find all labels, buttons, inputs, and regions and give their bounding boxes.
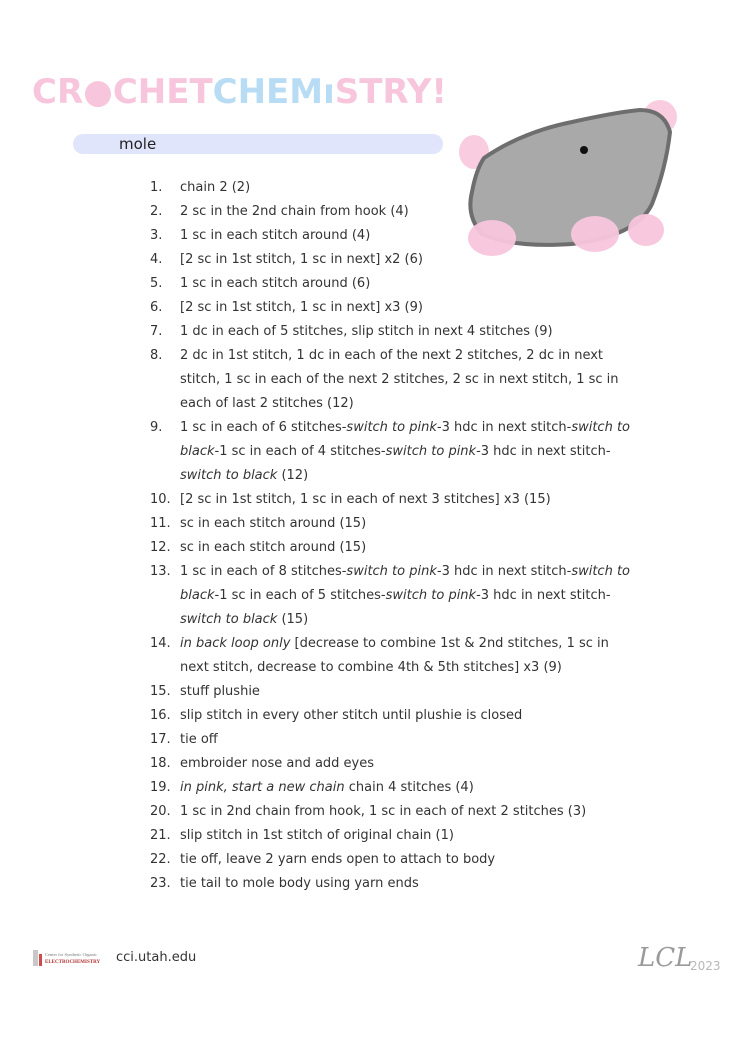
step-number: 19. [150,780,171,795]
pattern-title-bar [73,134,443,154]
step-text: 2 sc in the 2nd chain from hook (4) [180,204,409,219]
signature-initials: LCL [638,943,693,973]
step-item [150,776,630,800]
step-number: 3. [150,228,163,243]
step-text-segment: (12) [277,468,309,483]
step-number: 20. [150,804,171,819]
step-number: 9. [150,420,163,435]
step-number: 1. [150,180,163,195]
step-text: 2 dc in 1st stitch, 1 dc in each of the next 2 stitches, 2 dc in next stitch, 1 sc in each of the next 2 stitches, 2 sc in next stitch, 1 sc in each of last 2 stitches (12) [180,348,619,411]
step-item [150,176,630,200]
step-item [150,728,630,752]
step-item [150,488,630,512]
step-text-segment: (15) [277,612,309,627]
step-text-segment: -1 sc in each of 4 stitches- [214,444,386,459]
step-item [150,536,630,560]
step-text-segment: -1 sc in each of 5 stitches- [214,588,386,603]
step-text: sc in each stitch around (15) [180,540,367,555]
step-number: 8. [150,348,163,363]
step-text: 1 sc in each stitch around (4) [180,228,371,243]
step-text-segment: 1 sc in each of 8 stitches- [180,564,347,579]
step-text: 1 sc in 2nd chain from hook, 1 sc in each of next 2 stitches (3) [180,804,587,819]
step-text: embroider nose and add eyes [180,756,375,771]
step-item [150,200,630,224]
step-number: 18. [150,756,171,771]
step-text-segment: -3 hdc in next stitch- [476,588,611,603]
step-item [150,632,630,680]
step-text: slip stitch in 1st stitch of original chain (1) [180,828,454,843]
step-text [180,780,474,795]
step-text-italic: in back loop only [180,636,291,651]
step-text: tie off, leave 2 yarn ends open to attach to body [180,852,496,867]
yarn-ball-icon: ● [83,72,113,112]
step-text-italic: switch to black [180,468,278,483]
ccso-logo-line1: Center for Synthetic Organic [45,952,98,957]
step-text: 1 sc in each stitch around (6) [180,276,371,291]
step-text-italic: switch to pink [385,588,477,603]
step-item [150,680,630,704]
signature-year: 2023 [690,959,721,973]
step-text-italic: in pink, start a new chain [180,780,345,795]
step-number: 23. [150,876,171,891]
step-number: 14. [150,636,171,651]
step-number: 21. [150,828,171,843]
footer-url-link[interactable]: cci.utah.edu [116,950,197,965]
step-text-italic: switch to black [180,420,630,459]
step-text-italic: switch to pink [346,564,437,579]
step-number: 12. [150,540,171,555]
step-text-segment: chain 4 stitches (4) [344,780,474,795]
step-text: stuff plushie [180,684,260,699]
step-item [150,824,630,848]
step-text: [2 sc in 1st stitch, 1 sc in next] x3 (9) [180,300,423,315]
step-text-segment: [decrease to combine 1st & 2nd stitches, 1 sc in next stitch, decrease to combine 4th & 5th stitches] x3 (9) [180,636,609,675]
step-item [150,344,630,416]
ccso-logo [33,948,113,970]
step-text: slip stitch in every other stitch until plushie is closed [180,708,523,723]
step-text [180,564,630,627]
step-text-italic: switch to pink [346,420,437,435]
step-text-segment: -3 hdc in next stitch- [436,420,572,435]
step-item [150,248,630,272]
step-item [150,752,630,776]
step-number: 16. [150,708,171,723]
ccso-logo-line2: ELECTROCHEMISTRY [45,960,101,965]
step-number: 10. [150,492,171,507]
step-text-segment: -3 hdc in next stitch- [436,564,572,579]
step-text-segment: -3 hdc in next stitch- [476,444,611,459]
mole-eye [580,146,588,154]
step-item [150,224,630,248]
step-number: 15. [150,684,171,699]
step-text: 1 dc in each of 5 stitches, slip stitch in next 4 stitches (9) [180,324,553,339]
step-item [150,848,630,872]
step-number: 5. [150,276,163,291]
step-text: tie off [180,732,218,747]
step-item [150,320,630,344]
step-number: 7. [150,324,163,339]
pattern-title: mole [119,135,157,153]
step-text [180,420,630,483]
step-number: 2. [150,204,163,219]
step-number: 22. [150,852,171,867]
step-item [150,512,630,536]
step-number: 13. [150,564,171,579]
step-number: 4. [150,252,163,267]
step-item [150,800,630,824]
step-item [150,296,630,320]
step-text-segment: 1 sc in each of 6 stitches- [180,420,347,435]
step-text-italic: switch to pink [385,444,477,459]
step-text: [2 sc in 1st stitch, 1 sc in each of next 3 stitches] x3 (15) [180,492,551,507]
step-text: tie tail to mole body using yarn ends [180,876,419,891]
step-text: [2 sc in 1st stitch, 1 sc in next] x2 (6) [180,252,423,267]
step-text-italic: switch to black [180,612,278,627]
step-item [150,416,630,488]
step-item [150,272,630,296]
flask-icon: ı [323,72,335,112]
step-text-italic: switch to black [180,564,630,603]
artist-signature [636,940,728,976]
step-number: 11. [150,516,171,531]
step-number: 17. [150,732,171,747]
step-text: chain 2 (2) [180,180,251,195]
mole-foot-3 [628,214,664,246]
step-item [150,560,630,632]
crochet-chemistry-logo: CR●CHETCHEMıSTRY! [32,72,447,112]
step-text: sc in each stitch around (15) [180,516,367,531]
step-item [150,872,630,896]
pattern-steps [150,176,630,896]
step-number: 6. [150,300,163,315]
step-text [180,636,609,675]
step-item [150,704,630,728]
